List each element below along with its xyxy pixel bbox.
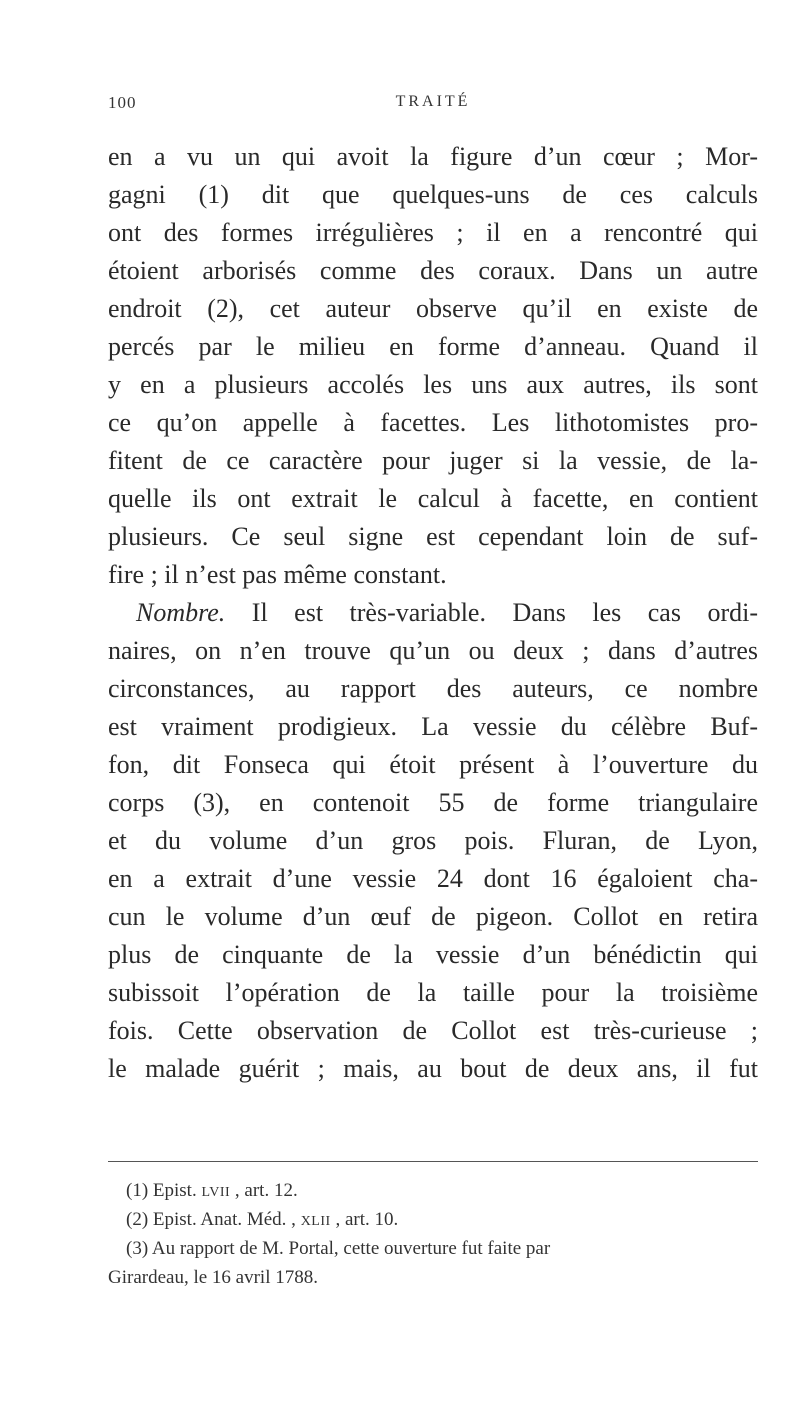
text-line: y en a plusieurs accolés les uns aux autres, ils sont [108, 370, 758, 399]
footnote-text: (1) Epist. [126, 1180, 202, 1201]
body-text [108, 138, 758, 1088]
text-line: subissoit l’opération de la taille pour la troisième [108, 978, 758, 1007]
footnote-2 [108, 1205, 758, 1234]
running-title: TRAITÉ [395, 93, 471, 110]
page-header [108, 93, 758, 123]
footnote-3-continuation: Girardeau, le 16 avril 1788. [108, 1267, 318, 1288]
footnote-text: , art. 10. [330, 1209, 399, 1230]
text-line: circonstances, au rapport des auteurs, ce nombre [108, 674, 758, 703]
text-line: fon, dit Fonseca qui étoit présent à l’ouverture du [108, 750, 758, 779]
text-line: fitent de ce caractère pour juger si la vessie, de la- [108, 446, 758, 475]
text-line: naires, on n’en trouve qu’un ou deux ; dans d’autres [108, 636, 758, 665]
footnote-smallcaps: LVII [201, 1185, 231, 1200]
text-line: en a extrait d’une vessie 24 dont 16 égaloient cha- [108, 864, 758, 893]
footnote-text: (2) Epist. Anat. Méd. , [126, 1209, 301, 1230]
text-line: endroit (2), cet auteur observe qu’il en existe de [108, 294, 758, 323]
text-line: fois. Cette observation de Collot est très-curieuse ; [108, 1016, 758, 1045]
text-line: en a vu un qui avoit la figure d’un cœur ; Mor- [108, 142, 758, 171]
text-line: plus de cinquante de la vessie d’un bénédictin qui [108, 940, 758, 969]
footnote-text: , art. 12. [230, 1180, 298, 1201]
text-line: et du volume d’un gros pois. Fluran, de Lyon, [108, 826, 758, 855]
text-line: cun le volume d’un œuf de pigeon. Collot en retira [108, 902, 758, 931]
text-fragment: Il est très-variable. Dans les cas ordi- [225, 598, 758, 627]
text-line: ce qu’on appelle à facettes. Les lithotomistes pro- [108, 408, 758, 437]
page-number: 100 [108, 93, 137, 112]
text-line: le malade guérit ; mais, au bout de deux ans, il fut [108, 1054, 758, 1083]
text-line: est vraiment prodigieux. La vessie du célèbre Buf- [108, 712, 758, 741]
footnotes [108, 1176, 758, 1292]
text-line: ont des formes irrégulières ; il en a rencontré qui [108, 218, 758, 247]
footnote-smallcaps: XLII [300, 1214, 331, 1229]
text-line: gagni (1) dit que quelques-uns de ces calculs [108, 180, 758, 209]
text-line: plusieurs. Ce seul signe est cependant loin de suf- [108, 522, 758, 551]
section-line-nombre [108, 594, 758, 632]
footnote-divider [108, 1161, 758, 1162]
text-line: fire ; il n’est pas même constant. [108, 560, 447, 589]
footnote-1 [108, 1176, 758, 1205]
section-heading-nombre: Nombre. [136, 598, 226, 627]
footnote-3: (3) Au rapport de M. Portal, cette ouverture fut faite par [126, 1238, 551, 1259]
text-line: percés par le milieu en forme d’anneau. Quand il [108, 332, 758, 361]
text-line: corps (3), en contenoit 55 de forme triangulaire [108, 788, 758, 817]
text-line: étoient arborisés comme des coraux. Dans un autre [108, 256, 758, 285]
text-line: quelle ils ont extrait le calcul à facette, en contient [108, 484, 758, 513]
